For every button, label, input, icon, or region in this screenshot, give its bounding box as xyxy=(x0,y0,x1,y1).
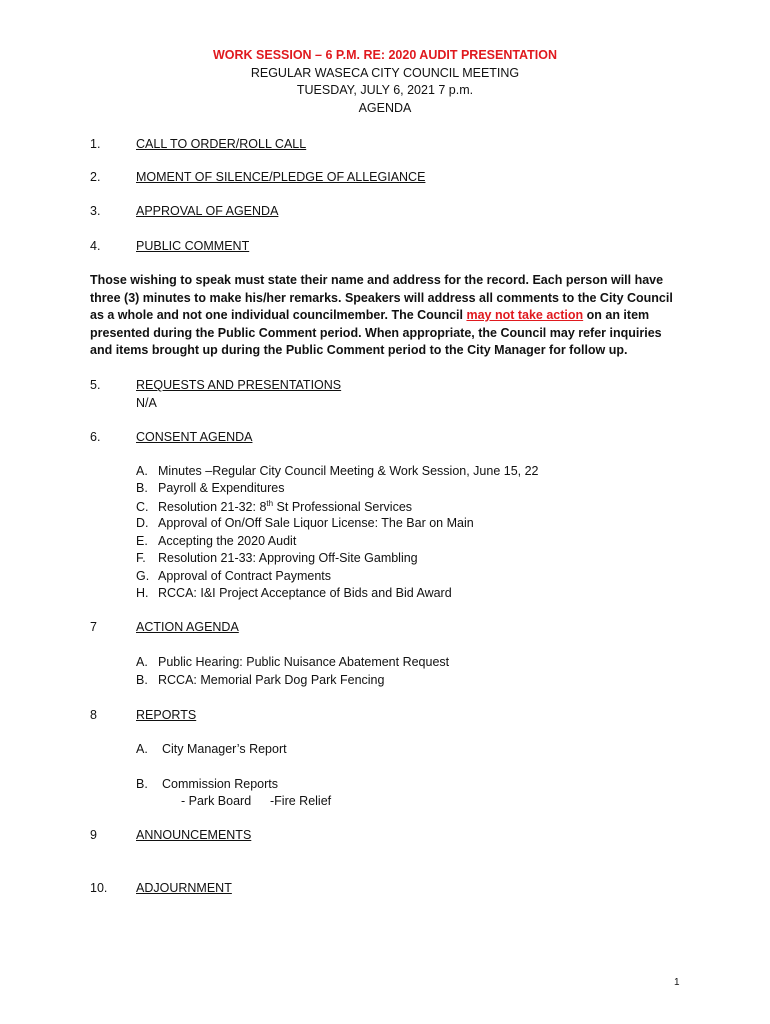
public-comment-paragraph xyxy=(90,272,680,360)
item-number: 8 xyxy=(90,708,97,722)
consent-item-h: H. RCCA: I&I Project Acceptance of Bids and Bid Award xyxy=(136,586,452,600)
consent-item-b: B. Payroll & Expenditures xyxy=(136,481,285,495)
item-action-agenda: ACTION AGENDA xyxy=(136,620,239,634)
item-reports: REPORTS xyxy=(136,708,197,722)
item-number: 4. xyxy=(90,239,101,253)
meeting-title: REGULAR WASECA CITY COUNCIL MEETING xyxy=(250,66,520,80)
item-number: 3. xyxy=(90,204,101,218)
item-number: 2. xyxy=(90,170,101,184)
item-consent-agenda: CONSENT AGENDA xyxy=(136,430,253,444)
item-adjournment: ADJOURNMENT xyxy=(136,881,232,895)
report-park-board: - Park Board xyxy=(181,794,252,808)
item-moment-of-silence: MOMENT OF SILENCE/PLEDGE OF ALLEGIANCE xyxy=(136,170,426,184)
consent-item-e: E. Accepting the 2020 Audit xyxy=(136,534,297,548)
agenda-title: AGENDA xyxy=(358,101,412,115)
meeting-date: TUESDAY, JULY 6, 2021 7 p.m. xyxy=(296,83,474,97)
action-item-b: B. RCCA: Memorial Park Dog Park Fencing xyxy=(136,673,385,687)
page-number: 1 xyxy=(674,977,680,988)
item-public-comment: PUBLIC COMMENT xyxy=(136,239,250,253)
consent-item-d: D. Approval of On/Off Sale Liquor License: The Bar on Main xyxy=(136,516,474,530)
item-number: 5. xyxy=(90,378,101,392)
item-number: 6. xyxy=(90,430,101,444)
item-approval-of-agenda: APPROVAL OF AGENDA xyxy=(136,204,279,218)
item-number: 9 xyxy=(90,828,97,842)
requests-note: N/A xyxy=(136,396,157,410)
report-fire-relief: -Fire Relief xyxy=(270,794,332,808)
consent-item-a: A. Minutes –Regular City Council Meeting & Work Session, June 15, 22 xyxy=(136,464,539,478)
item-number: 1. xyxy=(90,137,101,151)
item-requests-presentations: REQUESTS AND PRESENTATIONS xyxy=(136,378,342,392)
report-item-a: A. City Manager’s Report xyxy=(136,742,287,756)
consent-item-c: C. Resolution 21-32: 8th St Professional Services xyxy=(136,499,413,515)
item-announcements: ANNOUNCEMENTS xyxy=(136,828,252,842)
work-session-heading: WORK SESSION – 6 P.M. RE: 2020 AUDIT PRESENTATION xyxy=(212,48,558,62)
public-comment-text-2: on an item presented during the Public Comment period. When appropriate, the Council may refer inquiries and items brought up during the Public Comment period to the City Manager for follow up. xyxy=(90,308,662,357)
action-item-a: A. Public Hearing: Public Nuisance Abatement Request xyxy=(136,655,450,669)
consent-item-g: G. Approval of Contract Payments xyxy=(136,569,331,583)
item-number: 10. xyxy=(90,881,108,895)
report-item-b: B. Commission Reports xyxy=(136,777,279,791)
item-call-to-order: CALL TO ORDER/ROLL CALL xyxy=(136,137,307,151)
no-action-highlight: may not take action xyxy=(466,308,584,322)
item-number: 7 xyxy=(90,620,97,634)
public-comment-text-1: Those wishing to speak must state their name and address for the record. Each person will have three (3) minutes to make his/her remarks. Speakers will address all comments to the City Council as a whole and not one individual councilmember. The Council xyxy=(90,273,673,322)
consent-item-f: F. Resolution 21-33: Approving Off-Site Gambling xyxy=(136,551,418,565)
